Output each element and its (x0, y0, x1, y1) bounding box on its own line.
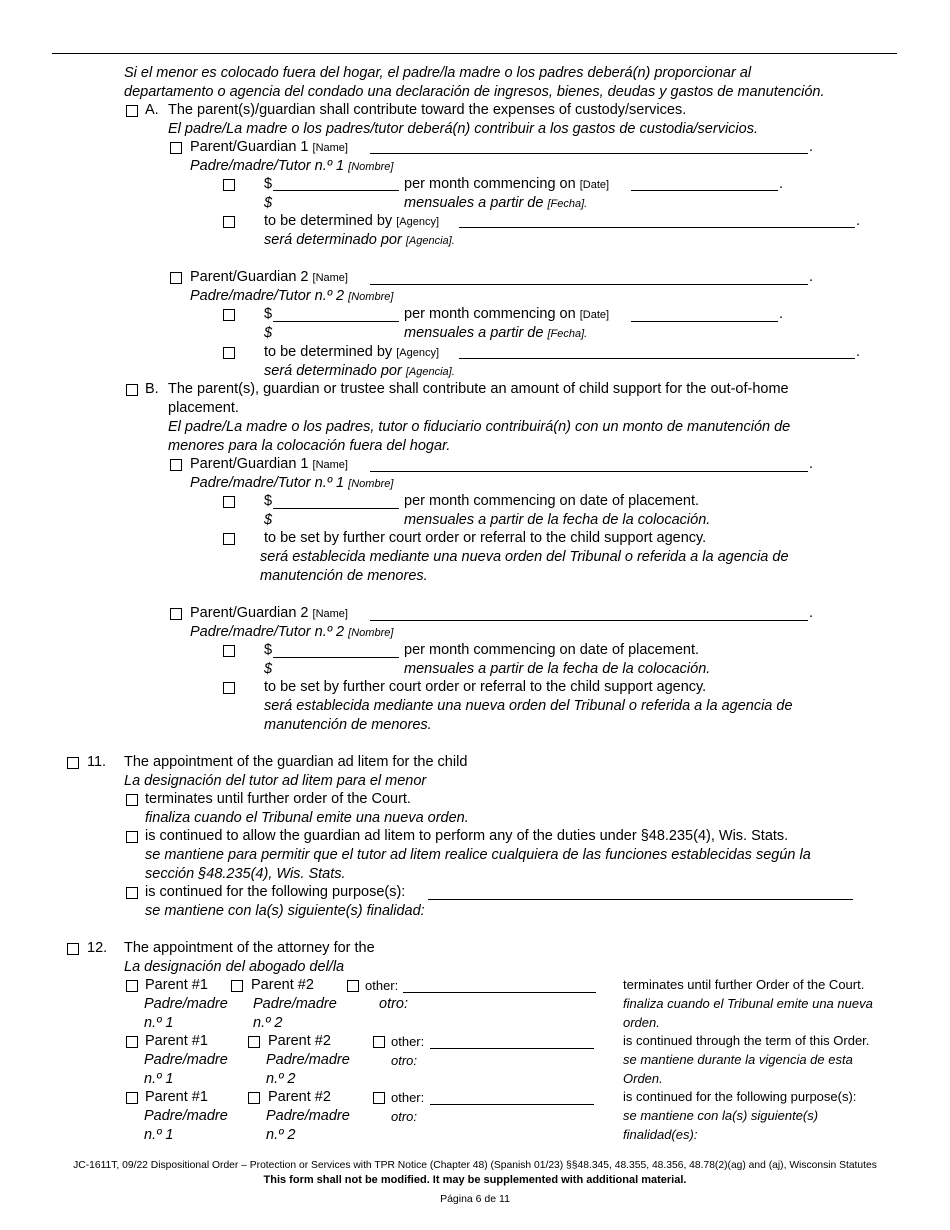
period: . (809, 139, 814, 155)
top-rule (52, 53, 897, 54)
b-pg1-label-es: Padre/madre/Tutor n.º 1 [Nombre] (190, 475, 394, 491)
dollar-sign: $ (264, 176, 273, 192)
a-pg2-mensuales: mensuales a partir de [Fecha]. (404, 325, 588, 341)
section-b-checkbox[interactable] (126, 384, 138, 396)
b-pg2-mensuales: mensuales a partir de la fecha de la colocación. (404, 661, 711, 677)
a-pg1-agency-field[interactable] (459, 227, 855, 228)
b-pg1-amount-checkbox[interactable] (223, 496, 235, 508)
b-pg1-mensuales: mensuales a partir de la fecha de la colocación. (404, 512, 711, 528)
item12-r3-parent2-checkbox[interactable] (248, 1092, 260, 1104)
a-pg1-mensuales: mensuales a partir de [Fecha]. (404, 195, 588, 211)
item12-r3-padre1: Padre/madre (144, 1108, 228, 1124)
item12-r3-other-checkbox[interactable] (373, 1092, 385, 1104)
item11-checkbox[interactable] (67, 757, 79, 769)
section-b-text-es-2: menores para la colocación fuera del hogar. (168, 438, 451, 454)
item11-opt1-checkbox[interactable] (126, 794, 138, 806)
item12-number: 12. (87, 940, 108, 956)
b-pg2-amount-checkbox[interactable] (223, 645, 235, 657)
a-pg1-amount-field[interactable] (273, 190, 399, 191)
dollar-sign-es: $ (264, 512, 273, 528)
item12-r3-result: is continued for the following purpose(s): (623, 1089, 857, 1104)
a-pg2-agency-field[interactable] (459, 358, 855, 359)
b-pg1-per-month: per month commencing on date of placement. (404, 493, 699, 509)
a-pg1-per-month: per month commencing on [Date] (404, 176, 610, 192)
b-pg2-name-field[interactable] (370, 620, 808, 621)
item11-opt1-es: finaliza cuando el Tribunal emite una nueva orden. (145, 810, 469, 826)
item12-r1-padre2: Padre/madre (253, 996, 337, 1012)
item12-r1-result-es-1: finaliza cuando el Tribunal emite una nueva (623, 996, 873, 1011)
a-pg2-date-field[interactable] (631, 321, 778, 322)
item12-r3-parent1: Parent #1 (145, 1089, 208, 1105)
item12-r2-parent2-checkbox[interactable] (248, 1036, 260, 1048)
period: . (856, 213, 861, 229)
b-pg2-per-month: per month commencing on date of placement. (404, 642, 699, 658)
b-pg1-name-field[interactable] (370, 471, 808, 472)
item12-r3-otro: otro: (391, 1109, 418, 1124)
period: . (779, 176, 784, 192)
item12-r2-result-es-1: se mantiene durante la vigencia de esta (623, 1052, 853, 1067)
a-pg2-name-field[interactable] (370, 284, 808, 285)
a-pg2-per-month: per month commencing on [Date] (404, 306, 610, 322)
item12-r1-parent1-checkbox[interactable] (126, 980, 138, 992)
item12-r1-parent2-checkbox[interactable] (231, 980, 243, 992)
item12-r2-padre1: Padre/madre (144, 1052, 228, 1068)
b-pg2-label-es: Padre/madre/Tutor n.º 2 [Nombre] (190, 624, 394, 640)
b-pg1-setby: to be set by further court order or referral to the child support agency. (264, 530, 707, 546)
dollar-sign-es: $ (264, 661, 273, 677)
item12-r1-result: terminates until further Order of the Court. (623, 977, 865, 992)
a-pg2-label: Parent/Guardian 2 [Name] (190, 269, 348, 285)
item12-r1-other-field[interactable] (403, 992, 596, 993)
dollar-sign: $ (264, 493, 273, 509)
item12-r2-other-field[interactable] (430, 1048, 594, 1049)
item12-r1-other: other: (365, 978, 399, 993)
section-a-text-es: El padre/La madre o los padres/tutor deberá(n) contribuir a los gastos de custodia/servicios. (168, 121, 758, 137)
period: . (779, 306, 784, 322)
item12-checkbox[interactable] (67, 943, 79, 955)
section-b-text-2: placement. (168, 400, 239, 416)
item12-r3-other-field[interactable] (430, 1104, 594, 1105)
item12-r2-padre2: Padre/madre (266, 1052, 350, 1068)
page-number: Página 6 de 11 (440, 1193, 510, 1205)
item11-opt3: is continued for the following purpose(s): (145, 884, 406, 900)
b-pg1-amount-field[interactable] (273, 508, 399, 509)
b-pg2-amount-field[interactable] (273, 657, 399, 658)
a-pg1-sera: será determinado por [Agencia]. (264, 232, 455, 248)
item12-title-es: La designación del abogado del/la (124, 959, 345, 975)
item11-opt2-es-2: sección §48.235(4), Wis. Stats. (145, 866, 346, 882)
item12-r2-parent2: Parent #2 (268, 1033, 331, 1049)
a-pg1-checkbox[interactable] (170, 142, 182, 154)
item12-r2-n2: n.º 2 (266, 1071, 296, 1087)
item12-r2-other: other: (391, 1034, 425, 1049)
b-pg2-setby-es-2: manutención de menores. (264, 717, 432, 733)
item11-opt2-es-1: se mantiene para permitir que el tutor ad litem realice cualquiera de las funciones establecidas según la (145, 847, 811, 863)
item11-purpose-field[interactable] (428, 899, 853, 900)
b-pg1-label: Parent/Guardian 1 [Name] (190, 456, 348, 472)
period: . (856, 344, 861, 360)
section-b-letter: B. (145, 381, 159, 397)
item12-r2-parent1: Parent #1 (145, 1033, 208, 1049)
item12-r1-result-es-2: orden. (623, 1015, 660, 1030)
item11-title-es: La designación del tutor ad litem para el menor (124, 773, 427, 789)
footer-form-id: JC-1611T, 09/22 Dispositional Order – Protection or Services with TPR Notice (Chapter 48) (Spanish 01/23) §§48.345, 48.355, 48.356, 48.78(2)(ag) and (aj), Wisconsin Statutes (73, 1160, 877, 1171)
a-pg2-amount-checkbox[interactable] (223, 309, 235, 321)
section-a-letter: A. (145, 102, 159, 118)
item11-opt3-es: se mantiene con la(s) siguiente(s) finalidad: (145, 903, 425, 919)
footer-notice: This form shall not be modified. It may be supplemented with additional material. (263, 1174, 687, 1186)
period: . (809, 605, 814, 621)
section-b-text-es-1: El padre/La madre o los padres, tutor o fiduciario contribuirá(n) con un monto de manutención de (168, 419, 791, 435)
b-pg1-setby-es-1: será establecida mediante una nueva orden del Tribunal o referida a la agencia de (260, 549, 789, 565)
a-pg1-label: Parent/Guardian 1 [Name] (190, 139, 348, 155)
a-pg1-date-field[interactable] (631, 190, 778, 191)
a-pg1-tbd-checkbox[interactable] (223, 216, 235, 228)
b-pg2-setby-es-1: será establecida mediante una nueva orden del Tribunal o referida a la agencia de (264, 698, 793, 714)
dollar-sign-es: $ (264, 195, 273, 211)
item12-r3-result-es-1: se mantiene con la(s) siguiente(s) (623, 1108, 819, 1123)
section-a-checkbox[interactable] (126, 105, 138, 117)
item12-r2-result-es-2: Orden. (623, 1071, 663, 1086)
item11-opt1: terminates until further order of the Court. (145, 791, 411, 807)
a-pg1-name-field[interactable] (370, 153, 808, 154)
b-pg1-setby-checkbox[interactable] (223, 533, 235, 545)
item12-r1-parent2: Parent #2 (251, 977, 314, 993)
a-pg1-amount-checkbox[interactable] (223, 179, 235, 191)
item12-r1-padre1: Padre/madre (144, 996, 228, 1012)
b-pg1-setby-es-2: manutención de menores. (260, 568, 428, 584)
period: . (809, 269, 814, 285)
b-pg2-label: Parent/Guardian 2 [Name] (190, 605, 348, 621)
item11-opt2: is continued to allow the guardian ad litem to perform any of the duties under §48.235(4), Wis. Stats. (145, 828, 789, 844)
item12-r2-other-checkbox[interactable] (373, 1036, 385, 1048)
item12-r1-n2: n.º 2 (253, 1015, 283, 1031)
intro-line-1: Si el menor es colocado fuera del hogar, el padre/la madre o los padres deberá(n) proporcionar al (124, 65, 752, 81)
a-pg2-tbd: to be determined by [Agency] (264, 344, 440, 360)
period: . (809, 456, 814, 472)
item12-r3-parent2: Parent #2 (268, 1089, 331, 1105)
item12-r3-parent1-checkbox[interactable] (126, 1092, 138, 1104)
dollar-sign: $ (264, 642, 273, 658)
a-pg1-label-es: Padre/madre/Tutor n.º 1 [Nombre] (190, 158, 394, 174)
item11-number: 11. (87, 754, 107, 770)
item12-title: The appointment of the attorney for the (124, 940, 375, 956)
dollar-sign-es: $ (264, 325, 273, 341)
b-pg2-setby-checkbox[interactable] (223, 682, 235, 694)
b-pg1-checkbox[interactable] (170, 459, 182, 471)
item12-r3-other: other: (391, 1090, 425, 1105)
item11-title: The appointment of the guardian ad litem for the child (124, 754, 468, 770)
section-b-text-1: The parent(s), guardian or trustee shall contribute an amount of child support for the out-of-home (168, 381, 789, 397)
item12-r3-n1: n.º 1 (144, 1127, 174, 1143)
a-pg2-checkbox[interactable] (170, 272, 182, 284)
item12-r2-result: is continued through the term of this Order. (623, 1033, 870, 1048)
a-pg1-tbd: to be determined by [Agency] (264, 213, 440, 229)
dollar-sign: $ (264, 306, 273, 322)
item12-r3-padre2: Padre/madre (266, 1108, 350, 1124)
b-pg2-setby: to be set by further court order or referral to the child support agency. (264, 679, 707, 695)
item12-r3-result-es-2: finalidad(es): (623, 1127, 698, 1142)
item11-opt3-checkbox[interactable] (126, 887, 138, 899)
item12-r1-otro: otro: (379, 996, 409, 1012)
item12-r1-other-checkbox[interactable] (347, 980, 359, 992)
item12-r2-otro: otro: (391, 1053, 418, 1068)
section-a-text: The parent(s)/guardian shall contribute toward the expenses of custody/services. (168, 102, 687, 118)
item12-r1-n1: n.º 1 (144, 1015, 174, 1031)
a-pg2-label-es: Padre/madre/Tutor n.º 2 [Nombre] (190, 288, 394, 304)
item12-r1-parent1: Parent #1 (145, 977, 208, 993)
item12-r2-parent1-checkbox[interactable] (126, 1036, 138, 1048)
a-pg2-tbd-checkbox[interactable] (223, 347, 235, 359)
b-pg2-checkbox[interactable] (170, 608, 182, 620)
item12-r3-n2: n.º 2 (266, 1127, 296, 1143)
a-pg2-sera: será determinado por [Agencia]. (264, 363, 455, 379)
item11-opt2-checkbox[interactable] (126, 831, 138, 843)
a-pg2-amount-field[interactable] (273, 321, 399, 322)
item12-r2-n1: n.º 1 (144, 1071, 174, 1087)
intro-line-2: departamento o agencia del condado una declaración de ingresos, bienes, deudas y gastos de manutención. (124, 84, 825, 100)
